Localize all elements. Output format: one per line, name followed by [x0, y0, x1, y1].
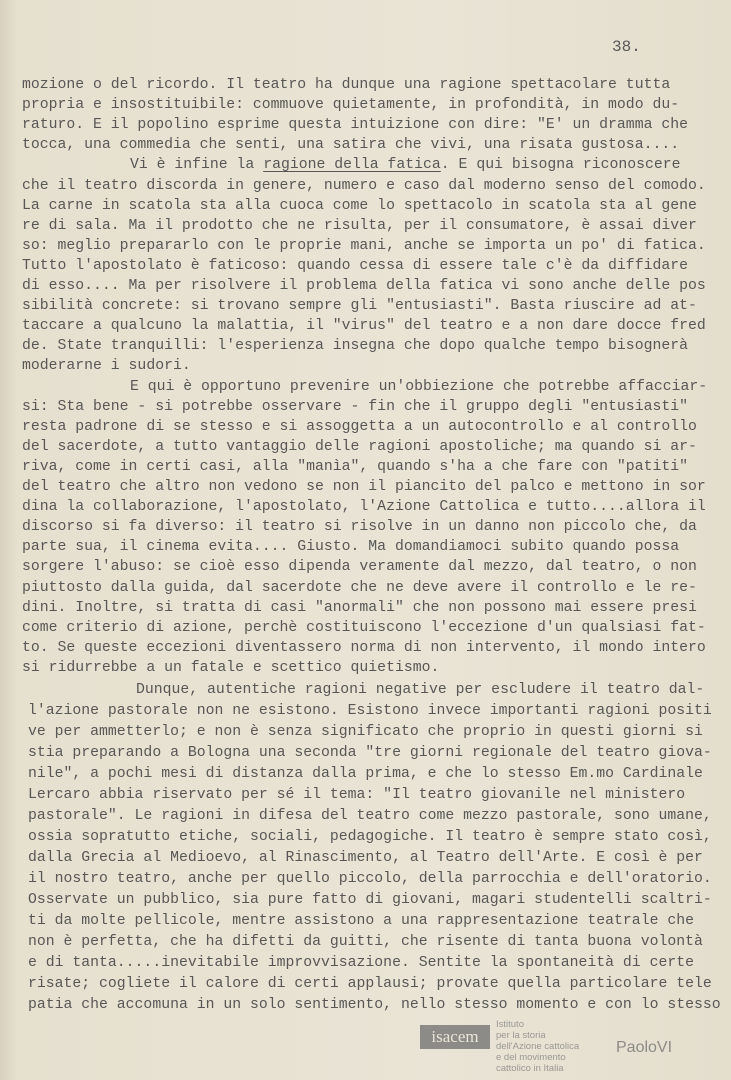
text-line: e di tanta.....inevitabile improvvisazione. Sentite la spontaneità di certe	[28, 955, 694, 971]
text-line: l'azione pastorale non ne esistono. Esistono invece importanti ragioni positi	[28, 703, 712, 719]
text-line: de. State tranquilli: l'esperienza insegna che dopo qualche tempo bisognerà	[22, 338, 688, 355]
text-line: del teatro che altro non vedono se non il piancito del palco e mettono in sor	[22, 479, 706, 495]
text-line: nile", a pochi mesi di distanza dalla prima, e che lo stesso Em.mo Cardinale	[28, 766, 703, 782]
text-line: ossia sopratutto etiche, sociali, pedagogiche. Il teatro è sempre stato così,	[28, 829, 712, 845]
watermark-logo	[420, 1019, 720, 1077]
text-line: pastorale". Le ragioni in difesa del teatro come mezzo pastorale, sono umane,	[28, 808, 712, 824]
text-line: Tutto l'apostolato è faticoso: quando cessa di essere tale c'è da diffidare	[22, 257, 688, 274]
text-line: dalla Grecia al Medioevo, al Rinascimento, al Teatro dell'Arte. E così è per	[28, 850, 703, 866]
watermark-paolo-vi: PaoloVI	[616, 1039, 673, 1056]
text-line: stia preparando a Bologna una seconda "tre giorni regionale del teatro giova-	[28, 745, 712, 761]
text-line: resta padrone di se stesso e si assoggetta a un autocontrollo e al controllo	[22, 418, 697, 435]
text-line: discorso si fa diverso: il teatro si risolve in un danno non piccolo che, da	[22, 519, 697, 536]
text-line: si: Sta bene - si potrebbe osservare - fin che il gruppo degli "entusiasti"	[22, 398, 688, 415]
text-line: non è perfetta, che ha difetti da guitti, che risente di tanta buona volontà	[28, 934, 703, 950]
text-line: riva, come in certi casi, alla "manìa", quando s'ha a che fare con "patiti"	[22, 458, 688, 475]
text-segment: Vi è infine la	[130, 157, 264, 174]
text-line: del sacerdote, a tutto vantaggio delle ragioni apostoliche; ma quando si ar-	[22, 438, 697, 455]
underlined-phrase: ragione della fatica	[263, 157, 441, 174]
isacem-logo-mark: isacem	[420, 1025, 490, 1049]
text-line: il nostro teatro, anche per quello piccolo, della parrocchia e dell'oratorio.	[28, 871, 712, 887]
text-line: piuttosto dalla guida, dal sacerdote che ne deve avere il controllo e le re-	[22, 579, 697, 596]
text-line: come criterio di azione, perchè costituiscono l'eccezione d'un qualsiasi fat-	[22, 619, 706, 636]
text-line: parte sua, il cinema evita.... Giusto. Ma domandiamoci subito quando possa	[22, 539, 680, 556]
text-line: ti da molte pellicole, mentre assistono a una rappresentazione teatrale che	[28, 913, 694, 929]
text-segment: . E qui bisogna riconoscere	[440, 157, 681, 174]
text-line: dina la collaborazione, l'apostolato, l'Azione Cattolica e tutto....allora il	[22, 499, 706, 516]
text-line: taccare a qualcuno la malattia, il "virus" del teatro e a non dare docce fred	[22, 318, 706, 335]
text-line: Osservate un pubblico, sia pure fatto di giovani, magari studentelli scaltri-	[28, 892, 712, 908]
text-line: Lercaro abbia riservato per sé il tema: "Il teatro giovanile nel ministero	[28, 787, 686, 803]
page-number: 38.	[612, 38, 641, 56]
text-line: re di sala. Ma il prodotto che ne risulta, per il consumatore, è assai diver	[22, 217, 697, 234]
text-line: che il teatro discorda in genere, numero e caso dal moderno senso del comodo.	[22, 177, 706, 194]
text-line: risate; cogliete il calore di certi applausi; provate quella particolare tele	[28, 976, 712, 992]
text-line	[130, 156, 681, 174]
text-line: tocca, una commedia che senti, una satira che vivi, una risata gustosa....	[22, 137, 680, 154]
text-line: dini. Inoltre, si tratta di casi "anormali" che non possono mai essere presi	[22, 599, 697, 616]
text-line: sorgere l'abuso: se cioè esso dipenda veramente dal mezzo, dal teatro, o non	[22, 559, 697, 576]
text-line: patia che accomuna in un solo sentimento, nello stesso momento e con lo stesso	[28, 997, 721, 1013]
text-line: ve per ammetterlo; e non è senza significato che proprio in questi giorni si	[28, 724, 703, 740]
text-line: Dunque, autentiche ragioni negative per escludere il teatro dal-	[136, 682, 705, 698]
text-line: so: meglio prepararlo con le proprie mani, anche se importa un po' di fatica.	[22, 237, 706, 254]
text-line: moderarne i sudori.	[22, 358, 191, 375]
text-line: E qui è opportuno prevenire un'obbiezione che potrebbe affacciar-	[130, 378, 708, 395]
watermark-institute-text: Istituto per la storia dell'Azione cattolica e del movimento cattolico in Italia	[496, 1019, 580, 1074]
text-line: si ridurrebbe a un fatale e scettico quietismo.	[22, 659, 440, 676]
text-line: to. Se queste eccezioni diventassero norma di non intervento, il mondo intero	[22, 639, 706, 656]
text-line: di esso.... Ma per risolvere il problema della fatica vi sono anche delle pos	[22, 278, 706, 294]
text-line: raturo. E il popolino esprime questa intuizione con dire: "E' un dramma che	[22, 117, 688, 134]
text-line: propria e insostituibile: commuove quietamente, in profondità, in modo du-	[22, 97, 680, 114]
text-line: mozione o del ricordo. Il teatro ha dunque una ragione spettacolare tutta	[22, 77, 671, 93]
text-line: La carne in scatola sta alla cuoca come lo spettacolo in scatola sta al gene	[22, 197, 697, 214]
text-line: sibilità concrete: si trovano sempre gli "entusiasti". Basta riuscire ad at-	[22, 298, 697, 315]
